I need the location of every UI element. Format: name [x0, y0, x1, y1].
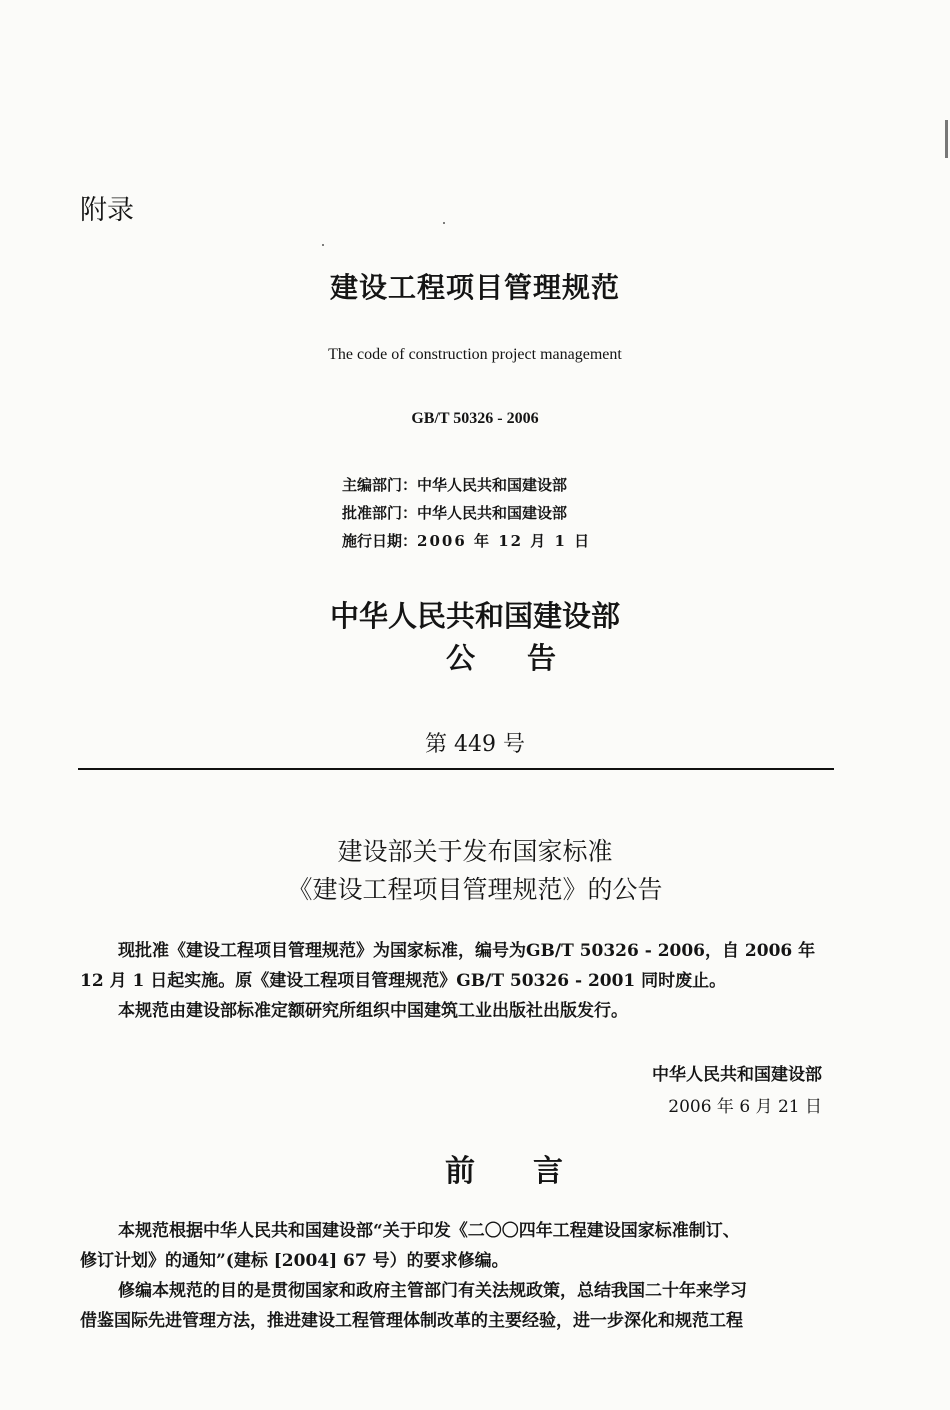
scan-speck — [322, 244, 324, 246]
notice-number: 第 449 号 — [425, 732, 525, 757]
announcement-title-line2: 《建设工程项目管理规范》的公告 — [287, 875, 663, 904]
standard-code: GB/T 50326 - 2006 — [411, 410, 539, 427]
notice-paragraph-1-line2: 12 月 1 日起实施。原《建设工程项目管理规范》GB/T 50326 - 2001 同时废止。 — [80, 971, 727, 991]
effective-value: 2006 年 12 月 1 日 — [417, 532, 592, 550]
effective-date — [342, 530, 591, 551]
signature-date: 2006 年 6 月 21 日 — [668, 1097, 822, 1117]
appendix-label: 附录 — [80, 195, 134, 226]
divider-rule — [78, 768, 834, 770]
preface-paragraph-2-line2: 借鉴国际先进管理方法，推进建设工程管理体制改革的主要经验，进一步深化和规范工程 — [80, 1311, 743, 1331]
editor-department — [342, 474, 567, 495]
notice-paragraph-1-line1: 现批准《建设工程项目管理规范》为国家标准，编号为GB/T 50326 - 2006，自 2006 年 — [118, 941, 816, 961]
notice-issuer: 中华人民共和国建设部 — [329, 599, 620, 633]
preface-paragraph-2-line1: 修编本规范的目的是贯彻国家和政府主管部门有关法规政策，总结我国二十年来学习 — [118, 1281, 747, 1301]
scan-edge-mark — [945, 120, 948, 158]
standard-title-english: The code of construction project management — [328, 346, 622, 363]
editor-label: 主编部门： — [342, 476, 418, 494]
preface-paragraph-1-line1: 本规范根据中华人民共和国建设部“关于印发《二〇〇四年工程建设国家标准制订、 — [118, 1221, 740, 1241]
preface-heading: 前言 — [445, 1154, 621, 1189]
standard-title: 建设工程项目管理规范 — [329, 271, 620, 304]
approver-department — [342, 502, 567, 523]
notice-paragraph-2: 本规范由建设部标准定额研究所组织中国建筑工业出版社出版发行。 — [118, 1001, 628, 1021]
approver-value: 中华人民共和国建设部 — [417, 504, 568, 522]
approver-label: 批准部门： — [342, 504, 418, 522]
scan-speck — [443, 222, 445, 224]
signature-organization: 中华人民共和国建设部 — [652, 1065, 822, 1085]
editor-value: 中华人民共和国建设部 — [417, 476, 568, 494]
preface-paragraph-1-line2: 修订计划》的通知”(建标 [2004] 67 号）的要求修编。 — [80, 1251, 509, 1271]
notice-heading: 公告 — [445, 641, 608, 675]
effective-label: 施行日期： — [342, 532, 418, 550]
announcement-title-line1: 建设部关于发布国家标准 — [337, 837, 613, 866]
